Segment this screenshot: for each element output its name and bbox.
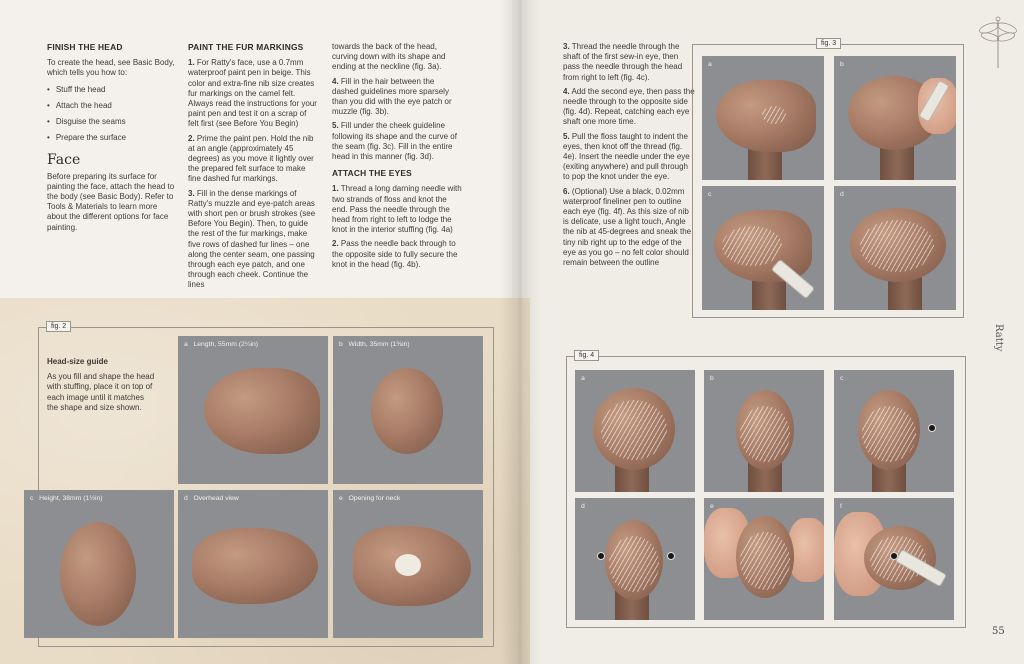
fig4-photo-f bbox=[834, 498, 954, 620]
photo-letter: f bbox=[840, 503, 842, 510]
fig4-photo-b bbox=[704, 370, 824, 492]
step-text: Thread the needle through the shaft of the first sew-in eye, then pass the needle through the head from right to left (fig. 4c). bbox=[563, 42, 683, 82]
caption-letter: d bbox=[184, 495, 188, 502]
step-text: Fill in the dense markings of Ratty's muzzle and eye-patch areas with short pen or brush strokes (see Before You Begin). Then, to guide the rest of the fur markings, make five rows of dashed fur lines – one along the center seam, one passing through each eye patch, and one through each cheek. Continue the lines bbox=[188, 188, 316, 290]
step-number: 4. bbox=[563, 86, 570, 96]
fig2-photo-c bbox=[24, 490, 174, 638]
photo-letter: a bbox=[708, 61, 712, 68]
photo-caption bbox=[339, 495, 400, 502]
dragonfly-icon bbox=[978, 12, 1018, 72]
caption-text: Opening for neck bbox=[348, 495, 401, 502]
face-body: Before preparing its surface for painting the face, attach the head to the body (see Basic Body). Refer to Tools & Materials to learn more about the different options for face painting. bbox=[47, 171, 175, 232]
step-number: 6. bbox=[563, 186, 570, 196]
step-number: 5. bbox=[332, 121, 339, 131]
fur-markings bbox=[860, 220, 934, 272]
step-number: 4. bbox=[332, 76, 339, 86]
caption-text: Length, 55mm (2¼in) bbox=[193, 341, 259, 348]
sew-in-eye bbox=[667, 552, 675, 560]
step-text: Pull the floss taught to indent the eyes, then knot off the thread (fig. 4e). Insert the needle under the eye (exiting anywhere) and pull through to pop the knot under the eye. bbox=[563, 131, 690, 182]
photo-letter: a bbox=[581, 375, 585, 382]
felt-head bbox=[204, 368, 320, 454]
fig4-photo-a bbox=[575, 370, 695, 492]
step-number: 2. bbox=[332, 239, 339, 249]
step-paragraph bbox=[563, 87, 695, 128]
fig4-photo-c bbox=[834, 370, 954, 492]
photo-letter: d bbox=[840, 191, 844, 198]
step-paragraph bbox=[563, 42, 695, 83]
photo-letter: c bbox=[840, 375, 844, 382]
fur-markings bbox=[862, 406, 916, 462]
step-text: Fill in the hair between the dashed guidelines more sparsely than you did with the eye patch or muzzle (fig. 3b). bbox=[332, 76, 452, 117]
step-paragraph bbox=[188, 58, 318, 129]
fur-markings bbox=[601, 400, 667, 460]
caption-letter: e bbox=[339, 495, 343, 502]
bullet-item: • Stuff the head bbox=[47, 85, 175, 95]
fig3-photo-c bbox=[702, 186, 824, 310]
fig4-photo-e bbox=[704, 498, 824, 620]
step-text: Fill under the cheek guideline following its shape and the curve of the seam (fig. 3c). Fill in the entire head in this manner (fig. 3d). bbox=[332, 121, 457, 162]
fur-markings bbox=[762, 106, 786, 124]
felt-head bbox=[371, 368, 443, 454]
column-paint-fur bbox=[188, 42, 318, 295]
photo-letter: d bbox=[581, 503, 585, 510]
bullet-item: • Attach the head bbox=[47, 101, 175, 111]
guide-text: As you fill and shape the head with stuffing, place it on top of each image until it matches the shape and size shown. bbox=[47, 372, 155, 412]
photo-caption bbox=[184, 341, 258, 348]
fig3-photo-b bbox=[834, 56, 956, 180]
step-text: Thread a long darning needle with two strands of floss and knot the end. Pass the needle through the head from right to left to lodge the knot in the interior stuffing (fig. 4a) bbox=[332, 184, 462, 235]
step-number: 5. bbox=[563, 131, 570, 141]
photo-letter: b bbox=[840, 61, 844, 68]
step-text: Add the second eye, then pass the needle through to the opposite side (fig. 4d). Repeat, catching each eye shaft one more time. bbox=[563, 86, 695, 127]
fig4-photo-d bbox=[575, 498, 695, 620]
step-number: 3. bbox=[563, 42, 570, 51]
step-paragraph bbox=[188, 189, 318, 291]
step-paragraph bbox=[332, 77, 462, 118]
caption-text: Overhead view bbox=[193, 495, 239, 502]
photo-letter: b bbox=[710, 375, 714, 382]
finish-head-intro: To create the head, see Basic Body, which tells you how to: bbox=[47, 58, 175, 78]
fig3-label: fig. 3 bbox=[816, 38, 841, 49]
fig3-photo-d bbox=[834, 186, 956, 310]
step-paragraph bbox=[563, 187, 695, 269]
step-text: Pass the needle back through to the opposite side to fully secure the knot in the head (fig. 4b). bbox=[332, 239, 458, 269]
neck-opening bbox=[395, 554, 421, 576]
step-number: 2. bbox=[188, 133, 195, 143]
guide-title: Head-size guide bbox=[47, 357, 108, 366]
photo-caption bbox=[184, 495, 239, 502]
fig2-photo-e bbox=[333, 490, 483, 638]
fur-markings bbox=[740, 406, 790, 462]
column-eyes-continued bbox=[563, 42, 695, 272]
step-paragraph bbox=[332, 121, 462, 162]
head-size-guide bbox=[47, 357, 157, 417]
photo-letter: e bbox=[710, 503, 714, 510]
fig3-photo-a bbox=[702, 56, 824, 180]
fig2-photo-a bbox=[178, 336, 328, 484]
step-text: For Ratty's face, use a 0.7mm waterproof paint pen in beige. This color and extra-fine nib size creates fur markings on the camel felt. Always read the instructions for your paint pen and test it on a scrap of felt first (see Before You Begin) bbox=[188, 58, 317, 129]
fig4-label: fig. 4 bbox=[574, 350, 599, 361]
heading-finish-head: FINISH THE HEAD bbox=[47, 42, 123, 52]
column-finish-head bbox=[47, 42, 175, 237]
caption-letter: a bbox=[184, 341, 188, 348]
caption-letter: c bbox=[30, 495, 34, 502]
step-number: 3. bbox=[188, 188, 195, 198]
caption-letter: b bbox=[339, 341, 343, 348]
column-attach-eyes bbox=[332, 42, 462, 274]
step-text: (Optional) Use a black, 0.02mm waterproof fineliner pen to outline each eye (fig. 4f). As this size of nib is delicate, use a light touch, Angle the nib at 45-degrees and sneak the tiny nib right up to the edge of the eye as you go – no felt color should remain between the outline bbox=[563, 186, 692, 268]
fig2-photo-d bbox=[178, 490, 328, 638]
heading-face: Face bbox=[47, 152, 81, 169]
step-paragraph bbox=[563, 132, 695, 183]
caption-text: Height, 38mm (1½in) bbox=[39, 495, 103, 502]
step-text: Prime the paint pen. Hold the nib at an angle (approximately 45 degrees) as you move it lightly over the prepared felt surface to make fine dashed fur markings. bbox=[188, 133, 314, 184]
photo-letter: c bbox=[708, 191, 712, 198]
fur-markings bbox=[740, 532, 790, 590]
step-paragraph bbox=[188, 134, 318, 185]
fur-markings bbox=[609, 536, 659, 592]
page-number: 55 bbox=[992, 626, 1005, 637]
fig2-label: fig. 2 bbox=[46, 321, 71, 332]
sew-in-eye bbox=[597, 552, 605, 560]
photo-caption bbox=[339, 341, 410, 348]
caption-text: Width, 35mm (1⅜in) bbox=[348, 341, 410, 348]
continued-text: towards the back of the head, curving down with its shape and ending at the neckline (fig. 3a). bbox=[332, 42, 446, 72]
step-number: 1. bbox=[188, 58, 195, 68]
heading-attach-eyes: ATTACH THE EYES bbox=[332, 168, 412, 179]
fig2-photo-b bbox=[333, 336, 483, 484]
step-paragraph bbox=[332, 184, 462, 235]
step-number: 1. bbox=[332, 184, 339, 194]
fur-markings bbox=[722, 226, 782, 266]
bullet-item: • Prepare the surface bbox=[47, 133, 175, 143]
book-gutter bbox=[500, 0, 540, 664]
chapter-side-tab: Ratty bbox=[993, 324, 1004, 352]
felt-head bbox=[60, 522, 136, 626]
felt-head bbox=[192, 528, 318, 604]
step-paragraph bbox=[332, 239, 462, 270]
bullet-item: • Disguise the seams bbox=[47, 117, 175, 127]
sew-in-eye bbox=[928, 424, 936, 432]
photo-caption bbox=[30, 495, 103, 502]
heading-paint-fur: PAINT THE FUR MARKINGS bbox=[188, 42, 304, 52]
